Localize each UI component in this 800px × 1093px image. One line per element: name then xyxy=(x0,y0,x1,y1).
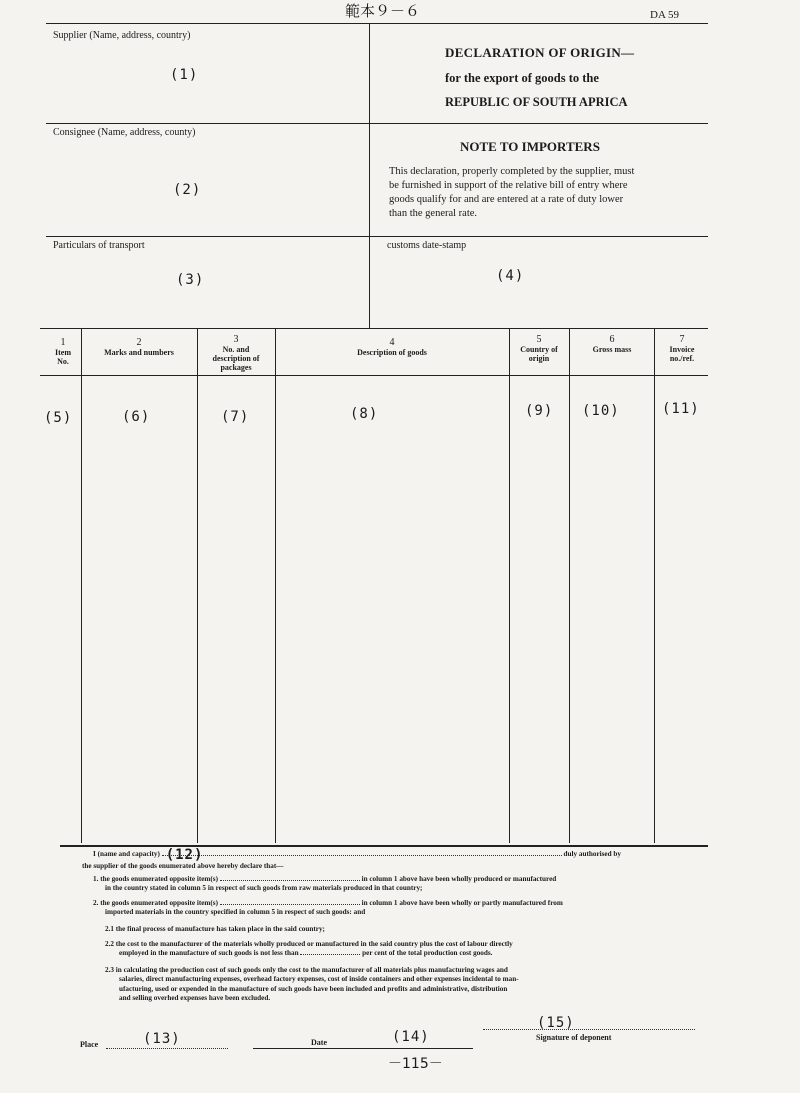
declaration-line-2: for the export of goods to the xyxy=(445,71,599,85)
date-line xyxy=(253,1048,473,1049)
statement-intro-suffix: duly authorised by xyxy=(563,850,622,858)
statement-intro xyxy=(93,847,693,863)
column-title: description of xyxy=(212,354,260,364)
form-reference: 範本９－６ xyxy=(345,2,421,20)
clause-2-2 xyxy=(105,940,705,959)
table-bottom-border xyxy=(60,845,708,847)
column-title: packages xyxy=(220,363,252,373)
clause-1 xyxy=(93,875,693,894)
column-title: Description of goods xyxy=(357,348,427,357)
place-label: Place xyxy=(80,1040,99,1049)
table-col-divider xyxy=(569,328,570,843)
column-number: 7 xyxy=(679,334,685,345)
top-border xyxy=(46,23,708,24)
column-header-gross-mass xyxy=(571,334,653,354)
clause-1-items-input[interactable] xyxy=(220,880,360,881)
clause-2-text-b: in column 1 above have been wholly or partly manufactured from xyxy=(361,899,563,907)
clause-1-text-b: in column 1 above have been wholly produced or manufactured xyxy=(361,875,557,883)
clause-1-text-a: 1. the goods enumerated opposite item(s) xyxy=(93,875,218,883)
table-col-divider xyxy=(509,328,510,843)
packages-field-number[interactable]: (7) xyxy=(221,409,250,425)
column-title: Country of xyxy=(520,345,558,354)
clause-2-2-text-b: employed in the manufacture of such goods is not less than xyxy=(119,949,299,958)
date-field-number[interactable]: (14) xyxy=(392,1029,430,1045)
column-header-packages xyxy=(199,334,273,373)
column-title: no./ref. xyxy=(669,354,695,364)
center-divider xyxy=(369,23,370,328)
marks-field-number[interactable]: (6) xyxy=(122,409,151,425)
signature-label: Signature of deponent xyxy=(536,1033,612,1042)
gross-mass-field-number[interactable]: (10) xyxy=(582,403,620,419)
table-top-border xyxy=(40,328,708,329)
statement-intro-prefix: I (name and capacity) xyxy=(93,850,160,858)
note-line: be furnished in support of the relative bill of entry where xyxy=(389,179,628,191)
invoice-field-number[interactable]: (11) xyxy=(662,401,700,417)
consignee-field-number[interactable]: (2) xyxy=(173,182,202,198)
note-title: NOTE TO IMPORTERS xyxy=(460,139,600,154)
declaration-title: DECLARATION OF ORIGIN— xyxy=(445,45,635,60)
column-number: 4 xyxy=(389,337,395,348)
clause-2-3-text-b: salaries, direct manufacturing expenses, overhead factory expenses, cost of inside containers and other expenses incidental to man- xyxy=(119,975,519,984)
column-title: Invoice xyxy=(669,345,695,354)
column-header-origin xyxy=(510,334,568,363)
clause-2-2-text-a: 2.2 the cost to the manufacturer of the materials wholly produced or manufactured in the said country plus the cost of labour directly xyxy=(105,940,513,948)
table-col-divider xyxy=(81,328,82,843)
row-divider-1 xyxy=(46,123,708,124)
customs-stamp-label: customs date-stamp xyxy=(387,240,467,251)
clause-2-3-text-d: and selling overhed expenses have been excluded. xyxy=(119,994,271,1003)
column-title: No. xyxy=(57,357,69,367)
column-title: origin xyxy=(528,354,550,364)
clause-2-text-c: imported materials in the country specified in column 5 in respect of such goods: and xyxy=(105,908,366,917)
clause-2-3 xyxy=(105,966,705,1003)
table-col-divider xyxy=(197,328,198,843)
note-text xyxy=(389,165,709,220)
column-number: 3 xyxy=(233,334,239,345)
note-line: goods qualify for and are entered at a rate of duty lower xyxy=(389,193,624,205)
note-line: This declaration, properly completed by the supplier, must xyxy=(389,166,635,177)
clause-1-text-c: in the country stated in column 5 in respect of such goods from raw materials produced in that country; xyxy=(105,884,423,893)
column-title: Marks and numbers xyxy=(104,348,174,357)
column-header-item-no xyxy=(45,337,81,366)
column-title: No. and xyxy=(222,345,250,354)
column-number: 1 xyxy=(60,337,66,348)
column-title: Gross mass xyxy=(592,345,632,354)
transport-label: Particulars of transport xyxy=(53,240,145,251)
row-divider-2 xyxy=(46,236,708,237)
place-field-number: (13) xyxy=(143,1031,181,1047)
name-capacity-input[interactable] xyxy=(162,847,562,863)
column-header-marks xyxy=(83,337,195,357)
consignee-label: Consignee (Name, address, county) xyxy=(53,127,196,138)
clause-2-items-input[interactable] xyxy=(220,904,360,905)
signature-field-number: (15) xyxy=(537,1015,575,1031)
description-field-number[interactable]: (8) xyxy=(350,406,379,422)
origin-field-number[interactable]: (9) xyxy=(525,403,554,419)
statement-intro-line-2: the supplier of the goods enumerated above hereby declare that— xyxy=(82,862,284,870)
note-line: than the general rate. xyxy=(389,207,478,219)
clause-2-3-text-c: ufacturing, used or expended in the manufacture of such goods have been included and profits and administrative, distribution xyxy=(119,984,508,993)
column-number: 6 xyxy=(609,334,615,345)
table-header-border xyxy=(40,375,708,376)
clause-2-text-a: 2. the goods enumerated opposite item(s) xyxy=(93,899,218,907)
declaration-line-3: REPUBLIC OF SOUTH APRICA xyxy=(445,95,628,109)
column-title: Item xyxy=(55,348,71,357)
column-header-invoice xyxy=(656,334,708,363)
form-code: DA 59 xyxy=(650,9,680,21)
page-number: －115－ xyxy=(388,1056,443,1072)
column-number: 2 xyxy=(136,337,142,348)
signature-input[interactable] xyxy=(483,1017,695,1030)
date-label: Date xyxy=(311,1038,327,1047)
item-no-field-number[interactable]: (5) xyxy=(44,410,73,426)
transport-field-number[interactable]: (3) xyxy=(176,272,205,288)
name-capacity-field-number: (12) xyxy=(165,847,204,863)
table-col-divider xyxy=(275,328,276,843)
clause-2-2-text-c: per cent of the total production cost goods. xyxy=(362,949,493,958)
customs-stamp-field-number[interactable]: (4) xyxy=(496,268,525,284)
column-number: 5 xyxy=(536,334,542,345)
table-col-divider xyxy=(654,328,655,843)
clause-2 xyxy=(93,899,693,918)
clause-2-3-text-a: 2.3 in calculating the production cost of such goods only the cost to the manufacturer of all materials plus manufacturing wages and xyxy=(105,966,508,974)
percent-input[interactable] xyxy=(300,954,360,955)
column-header-description xyxy=(277,337,507,357)
supplier-field-number[interactable]: (1) xyxy=(170,67,199,83)
supplier-label: Supplier (Name, address, country) xyxy=(53,30,191,41)
clause-2-1: 2.1 the final process of manufacture has taken place in the said country; xyxy=(105,925,325,933)
